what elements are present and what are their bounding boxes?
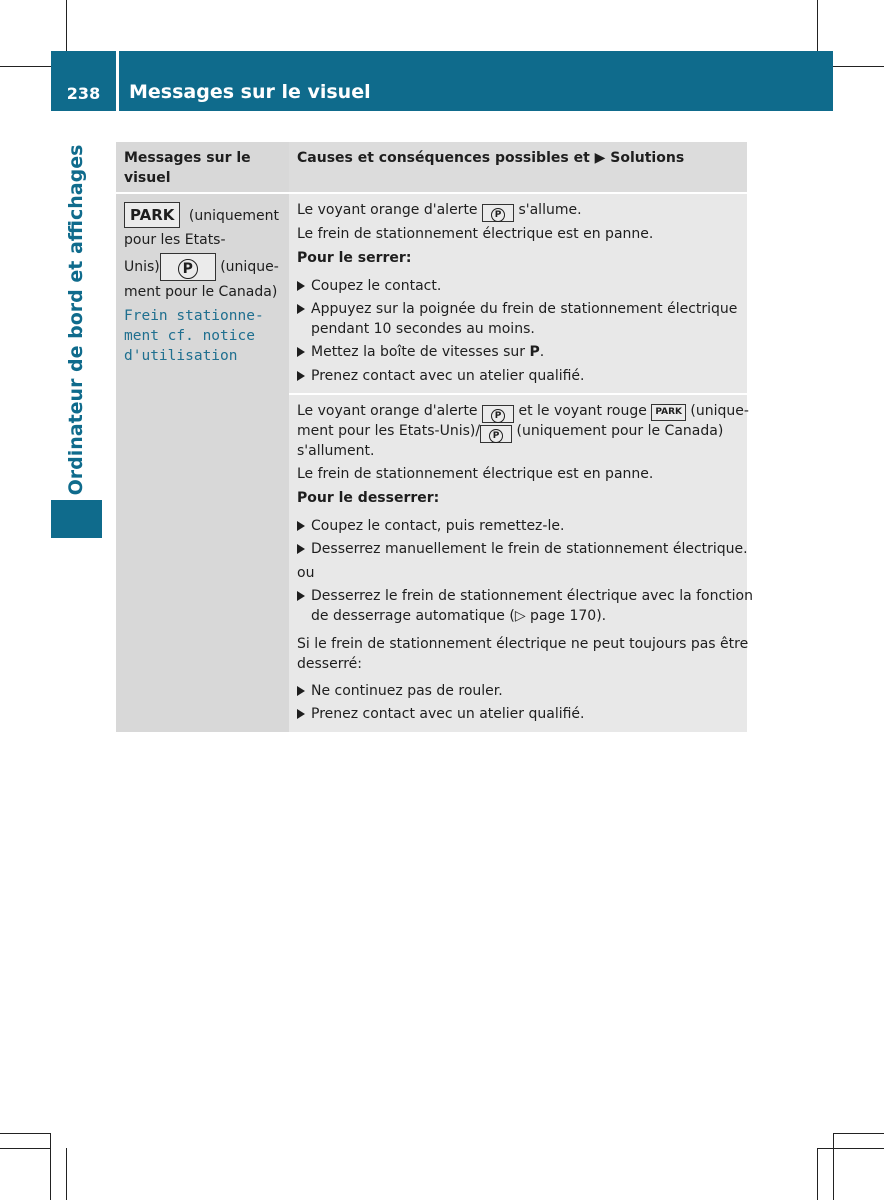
subheading: Pour le serrer: — [297, 250, 412, 266]
crop-mark — [0, 66, 51, 67]
list-item: Mettez la boîte de vitesses sur P. — [297, 342, 544, 362]
page-number: 238 — [66, 84, 101, 103]
triangle-bullet-icon — [297, 521, 305, 531]
list-item-continued: pendant 10 secondes au moins. — [311, 321, 535, 337]
list-item: Desserrez le frein de stationnement électrique avec la fonction — [297, 586, 753, 606]
triangle-bullet-icon — [297, 686, 305, 696]
header-divider — [116, 51, 119, 111]
crop-mark — [833, 1133, 884, 1134]
side-chapter-title: Ordinateur de bord et affichages — [65, 144, 87, 496]
park-warning-symbol-small: PARK — [651, 404, 686, 421]
list-item: Ne continuez pas de rouler. — [297, 681, 503, 701]
text-line: Si le frein de stationnement électrique ne peut toujours pas être — [297, 636, 749, 652]
parking-brake-symbol: P — [482, 405, 514, 423]
triangle-bullet-icon — [297, 544, 305, 554]
subheading: Pour le desserrer: — [297, 490, 440, 506]
text-line: desserré: — [297, 656, 362, 672]
text-line: Le frein de stationnement électrique est en panne. — [297, 226, 654, 242]
triangle-bullet-icon — [297, 304, 305, 314]
text-line: Le voyant orange d'alerte P et le voyant rouge PARK (unique- — [297, 403, 749, 421]
crop-mark — [50, 1133, 51, 1200]
triangle-bullet-icon — [297, 709, 305, 719]
crop-mark — [0, 1148, 51, 1149]
column-header-messages: Messages sur le visuel — [124, 150, 251, 186]
header-row-divider — [116, 192, 747, 194]
parking-brake-symbol-large: P — [160, 253, 216, 281]
display-message: Frein stationne- ment cf. notice d'utilisation — [124, 308, 264, 364]
triangle-bullet-icon — [297, 371, 305, 381]
list-item: Appuyez sur la poignée du frein de stationnement électrique — [297, 299, 737, 319]
text-line: Le frein de stationnement électrique est en panne. — [297, 466, 654, 482]
crop-mark — [833, 66, 884, 67]
parking-brake-symbol: P — [482, 204, 514, 222]
list-item: Coupez le contact, puis remettez-le. — [297, 516, 564, 536]
park-warning-symbol: PARK — [124, 202, 180, 228]
chapter-title: Messages sur le visuel — [129, 81, 371, 103]
list-item: Coupez le contact. — [297, 276, 441, 296]
text-line: Le voyant orange d'alerte P s'allume. — [297, 202, 582, 220]
crop-mark — [66, 1148, 67, 1200]
text-line: ou — [297, 565, 315, 581]
column-header-solutions: Causes et conséquences possibles et ▶ Solutions — [297, 150, 685, 166]
page-reference[interactable]: de desserrage automatique (▷ page 170). — [311, 608, 607, 624]
list-item: Prenez contact avec un atelier qualifié. — [297, 704, 585, 724]
list-item: Prenez contact avec un atelier qualifié. — [297, 366, 585, 386]
list-item: Desserrez manuellement le frein de stationnement électrique. — [297, 539, 748, 559]
parking-brake-symbol: P — [480, 425, 512, 443]
crop-mark — [817, 0, 818, 51]
row-divider — [289, 393, 747, 395]
text-line: s'allument. — [297, 443, 375, 459]
triangle-bullet-icon — [297, 281, 305, 291]
crop-mark — [817, 1148, 884, 1149]
triangle-bullet-icon — [297, 591, 305, 601]
message-cell: PARK (uniquement pour les Etats- Unis) P (unique- ment pour le Canada) — [124, 202, 284, 302]
crop-mark — [817, 1148, 818, 1200]
triangle-bullet-icon — [297, 347, 305, 357]
crop-mark — [66, 0, 67, 51]
text-line: ment pour les Etats-Unis)/ P (uniquement pour le Canada) — [297, 423, 724, 441]
side-tab-marker — [51, 500, 102, 538]
crop-mark — [833, 1133, 834, 1200]
crop-mark — [0, 1133, 51, 1134]
